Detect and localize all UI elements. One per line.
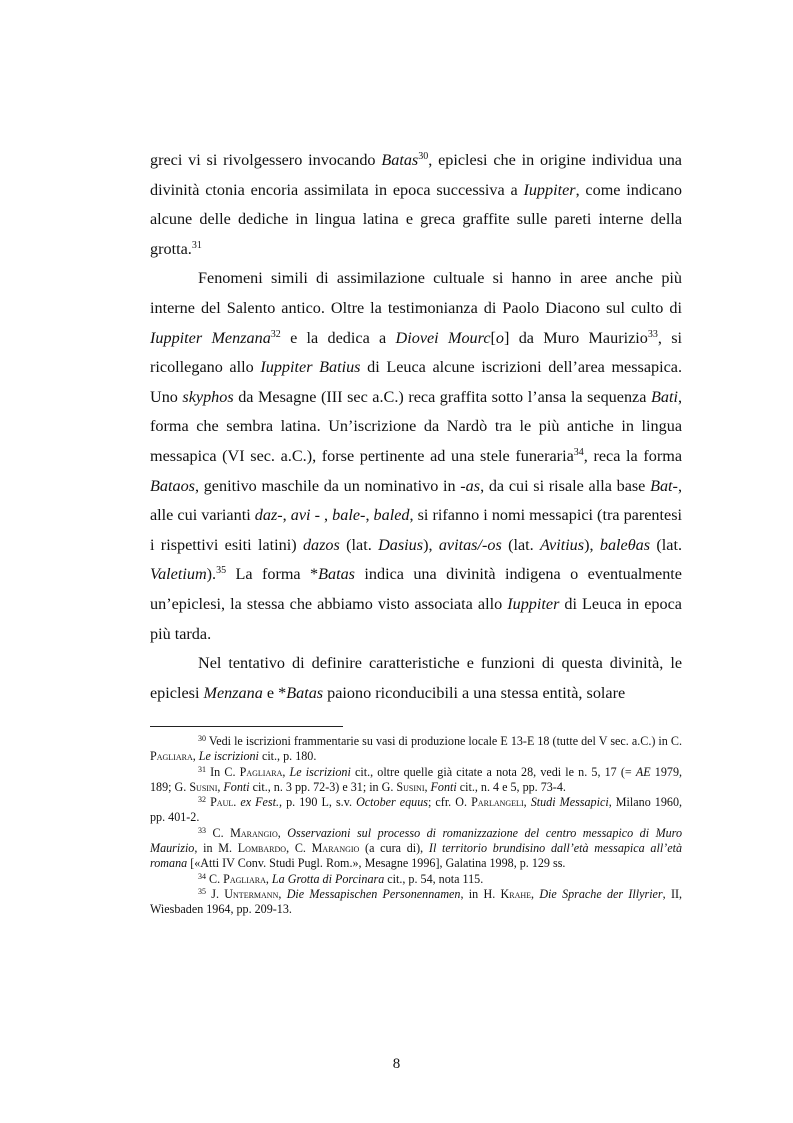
page-number: 8 (392, 1056, 401, 1072)
footnote-ref-34[interactable]: 34 (573, 446, 584, 458)
footnote-ref-30[interactable]: 30 (418, 151, 429, 162)
paragraph-3: Nel tentativo di definire caratteristiche e funzioni di questa divinità, le epiclesi Menzana e *Batas paiono riconducibili a una stessa entità, solare (150, 654, 682, 702)
body-text (150, 146, 682, 708)
footnote-32: $^{32}$ Paul. ex Fest., p. 190 L, s.v. October equus; cfr. O. Parlangeli, Studi Messapici, Milano 1960, pp. 401-2. (150, 795, 683, 825)
footnote-31: $^{31}$ In C. Pagliara, Le iscrizioni cit., oltre quelle già citate a nota 28, vedi le n. 5, 17 (= AE 1979, 189; G. Susini, Fonti cit., n. 3 pp. 72-3) e 31; in G. Susini, Fonti cit., n. 4 e 5, pp. 73-4. (150, 764, 683, 794)
footnote-30: $^{30}$ Vedi le iscrizioni frammentarie su vasi di produzione locale E 13-E 18 (tutte del V sec. a.C.) in C. Pagliara, Le iscrizioni cit., p. 180. (150, 734, 682, 764)
paragraph-2: Fenomeni simili di assimilazione cultuale si hanno in aree anche più interne del Salento antico. Oltre la testimonianza di Paolo Diacono sul culto di Iuppiter Menzana$^{32}$ e la dedica a Diovei Mourc[o] da Muro Maurizio$^{33}$, si ricollegano allo Iuppiter Batius di Leuca alcune iscrizioni dell’area messapica. Uno skyphos da Mesagne (III sec a.C.) reca graffita sotto l’ansa la sequenza Bati, forma che sembra latina. Un’iscrizione da Nardò tra le più antiche in lingua messapica (VI sec. a.C.), forse pertinente ad una stele funeraria$^{34}$, reca la forma Bataos, genitivo maschile da un nominativo in -as, da cui si risale alla base Bat-, alle cui varianti daz-, avi - , bale-, baled, si rifanno i nomi messapici (tra parentesi i rispettivi esiti latini) dazos (lat. Dasius), avitas/-os (lat. Avitius), baleθas (lat. Valetium).$^{35}$ La forma *Batas indica una divinità indigena o eventualmente un’epiclesi, la stessa che abbiamo visto associata allo Iuppiter di Leuca in epoca più tarda. (150, 269, 683, 643)
footnotes (150, 734, 682, 918)
footnote-35: $^{35}$ J. Untermann, Die Messapischen Personennamen, in H. Krahe, Die Sprache der Illyrier, II, Wiesbaden 1964, pp. 209-13. (150, 886, 683, 917)
footnote-separator (150, 726, 343, 727)
footnote-34: $^{34}$ C. Pagliara, La Grotta di Porcinara cit., p. 54, nota 115. (198, 871, 484, 886)
footnote-ref-35[interactable]: 35 (216, 565, 227, 577)
footnote-ref-32[interactable]: 32 (270, 328, 281, 340)
footnote-ref-33[interactable]: 33 (647, 328, 658, 340)
paragraph-1: greci vi si rivolgessero invocando Batas$^{30}$, epiclesi che in origine individua una divinità ctonia encoria assimilata in epoca successiva a Iuppiter, come indicano alcune delle dediche in lingua latina e greca graffite sulle pareti interne della grotta.$^{31}$ (150, 151, 682, 258)
footnote-33: $^{33}$ C. Marangio, Osservazioni sul processo di romanizzazione del centro messapico di Muro Maurizio, in M. Lombardo, C. Marangio (a cura di), Il territorio brundisino dall’età messapica all’età romana [«Atti IV Conv. Studi Pugl. Rom.», Mesagne 1996], Galatina 1998, p. 129 ss. (150, 825, 682, 871)
footnote-ref-31[interactable]: 31 (191, 239, 202, 251)
